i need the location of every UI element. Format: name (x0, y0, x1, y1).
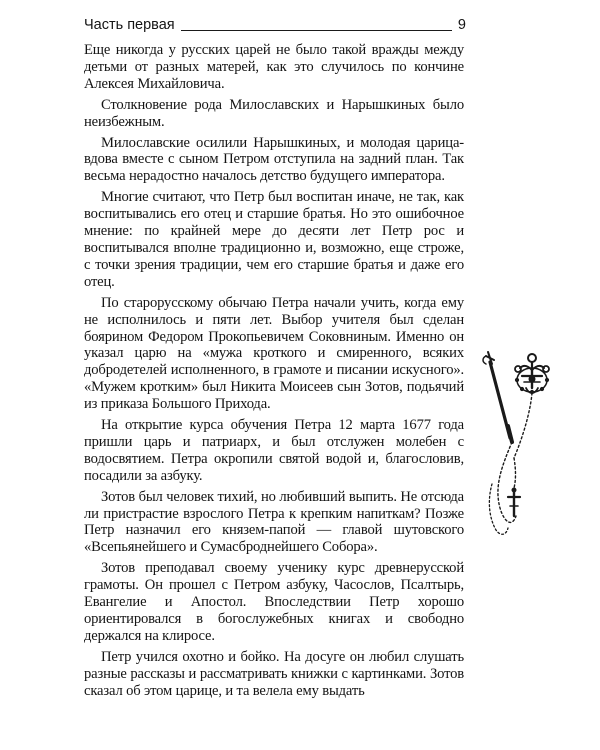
paragraph: Столкновение рода Милославских и Нарышкиных было неизбежным. (84, 96, 464, 130)
paragraph: Петр учился охотно и бойко. На досуге он любил слушать разные рассказы и рассматривать книжки с картинками. Зотов сказал об этом царице, и та велела ему выдать (84, 648, 464, 699)
paragraph: На открытие курса обучения Петра 12 марта 1677 года пришли царь и патриарх, и был отслужен молебен с водосвятием. Петра окропили святой водой и, благословив, посадили за азбуку. (84, 417, 464, 484)
page-header (84, 16, 466, 38)
paragraph: Зотов был человек тихий, но любивший выпить. Не отсюда ли пристрастие взрослого Петра к крепким напиткам? Позже Петр назначил его князем-папой — главой шутовского «Всепьянейшего и Сумасброднейшего Собора». (84, 488, 464, 556)
paragraph: Многие считают, что Петр был воспитан иначе, не так, как воспитывались его отец и старшие братья. Но это ошибочное мнение: по крайней мере до десяти лет Петр рос и воспитывался вполне традиционно и, возможно, еще строже, с точки зрения традиции, чем его старшие братья и даже его отец. (84, 189, 464, 290)
body-text (84, 42, 464, 704)
cross-and-rosary-ornament-icon (472, 346, 564, 542)
paragraph: Зотов преподавал своему ученику курс древнерусской грамоты. Он прошел с Петром азбуку, Часослов, Псалтырь, Евангелие и Апостол. Впоследствии Петр хорошо ориентировался в богослужебных книгах и свободно держался на клиросе. (84, 560, 464, 644)
page-number: 9 (454, 16, 466, 34)
paragraph: По старорусскому обычаю Петра начали учить, когда ему не исполнилось и пяти лет. Выбор учителя был сделан боярином Федором Прокопьевичем Соковниным. Именно он указал царю на «мужа кроткого и смиренного, всяких добродетелей исполненного, в грамоте и писании искусного». «Мужем кротким» был Никита Моисеев сын Зотов, подьячий из приказа Большого Прихода. (84, 294, 464, 413)
paragraph: Милославские осилили Нарышкиных, и молодая царица-вдова вместе с сыном Петром отступила на задний план. Так весьма нерадостно началось детство будущего императора. (84, 134, 464, 185)
ornate-cross-icon (515, 354, 549, 394)
pendant-cross-icon (508, 488, 520, 516)
paragraph: Еще никогда у русских царей не было такой вражды между детьми от разных матерей, как это случилось по кончине Алексея Михайловича. (84, 42, 464, 92)
running-head: Часть первая (84, 16, 181, 34)
